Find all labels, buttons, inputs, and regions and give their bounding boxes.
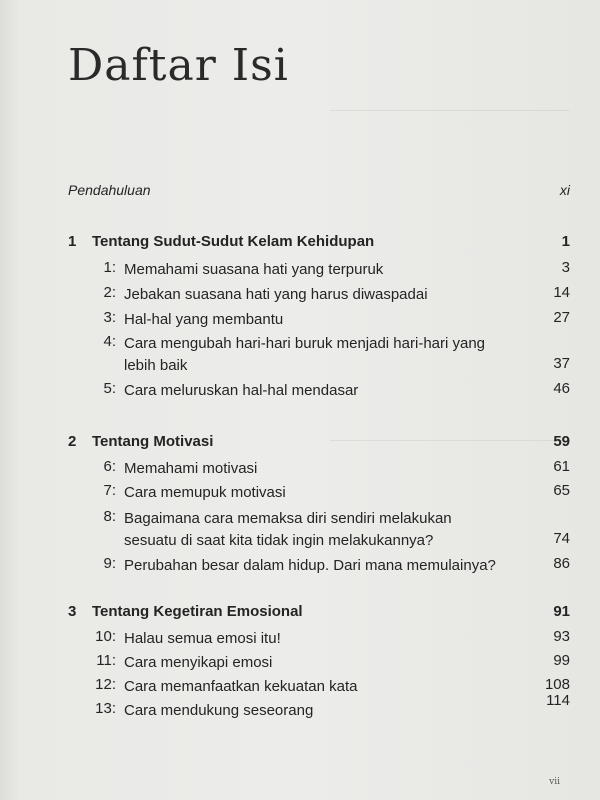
item-page: 74 xyxy=(553,530,570,547)
item-number: 5: xyxy=(103,380,116,397)
item-page: 108 xyxy=(544,676,570,693)
item-number: 13: xyxy=(95,700,116,717)
item-title: Perubahan besar dalam hidup. Dari mana memulainya? xyxy=(124,557,496,574)
item-title: Cara menyikapi emosi xyxy=(124,654,273,671)
show-through-texture xyxy=(330,110,570,125)
intro-label: Pendahuluan xyxy=(68,182,151,198)
item-number: 10: xyxy=(95,628,116,645)
item-page: 3 xyxy=(561,259,570,276)
item-title: Memahami suasana hati yang terpuruk xyxy=(124,261,384,278)
item-number: 3: xyxy=(103,309,116,326)
item-number: 9: xyxy=(103,555,116,572)
item-page: 86 xyxy=(553,555,570,572)
item-title: Hal-hal yang membantu xyxy=(124,311,284,328)
item-title: Cara memanfaatkan kekuatan kata xyxy=(124,678,358,695)
item-title: Bagaimana cara memaksa diri sendiri melakukan sesuatu di saat kita tidak ingin melakukannya? xyxy=(124,510,452,549)
item-title: Jebakan suasana hati yang harus diwaspadai xyxy=(124,286,428,303)
item-page: 99 xyxy=(553,652,570,669)
item-title: Halau semua emosi itu! xyxy=(124,630,281,647)
item-page: 93 xyxy=(553,628,570,645)
chapter-title: Tentang Motivasi xyxy=(92,433,214,450)
item-page: 65 xyxy=(553,482,570,499)
item-number: 4: xyxy=(103,333,116,350)
item-number: 8: xyxy=(103,508,116,525)
item-page: 61 xyxy=(553,458,570,475)
item-title: Cara mengubah hari-hari buruk menjadi hari-hari yang lebih baik xyxy=(124,335,486,374)
chapter-number: 3 xyxy=(68,603,77,620)
chapter-page: 91 xyxy=(553,603,570,620)
show-through-texture xyxy=(330,440,570,455)
item-title: Memahami motivasi xyxy=(124,460,258,477)
chapter-page: 59 xyxy=(553,433,570,450)
item-number: 12: xyxy=(95,676,116,693)
chapter-number: 2 xyxy=(68,433,77,450)
item-number: 6: xyxy=(103,458,116,475)
chapter-title: Tentang Kegetiran Emosional xyxy=(92,603,303,620)
item-page: 114 xyxy=(546,692,570,709)
item-title: Cara memupuk motivasi xyxy=(124,484,286,501)
chapter-number: 1 xyxy=(68,233,77,250)
item-number: 7: xyxy=(103,482,116,499)
item-title: Cara meluruskan hal-hal mendasar xyxy=(124,382,359,399)
chapter-title: Tentang Sudut-Sudut Kelam Kehidupan xyxy=(92,233,375,250)
item-page: 27 xyxy=(553,309,570,326)
item-page: 46 xyxy=(553,380,570,397)
item-title: Cara mendukung seseorang xyxy=(124,702,314,719)
page-title: Daftar Isi xyxy=(68,40,289,91)
intro-page: xi xyxy=(559,182,570,198)
item-number: 11: xyxy=(96,652,116,669)
item-number: 2: xyxy=(103,284,116,301)
item-number: 1: xyxy=(103,259,116,276)
item-page: 37 xyxy=(553,355,570,372)
chapter-page: 1 xyxy=(561,233,570,250)
page-number: vii xyxy=(549,777,560,787)
item-page: 14 xyxy=(553,284,570,301)
